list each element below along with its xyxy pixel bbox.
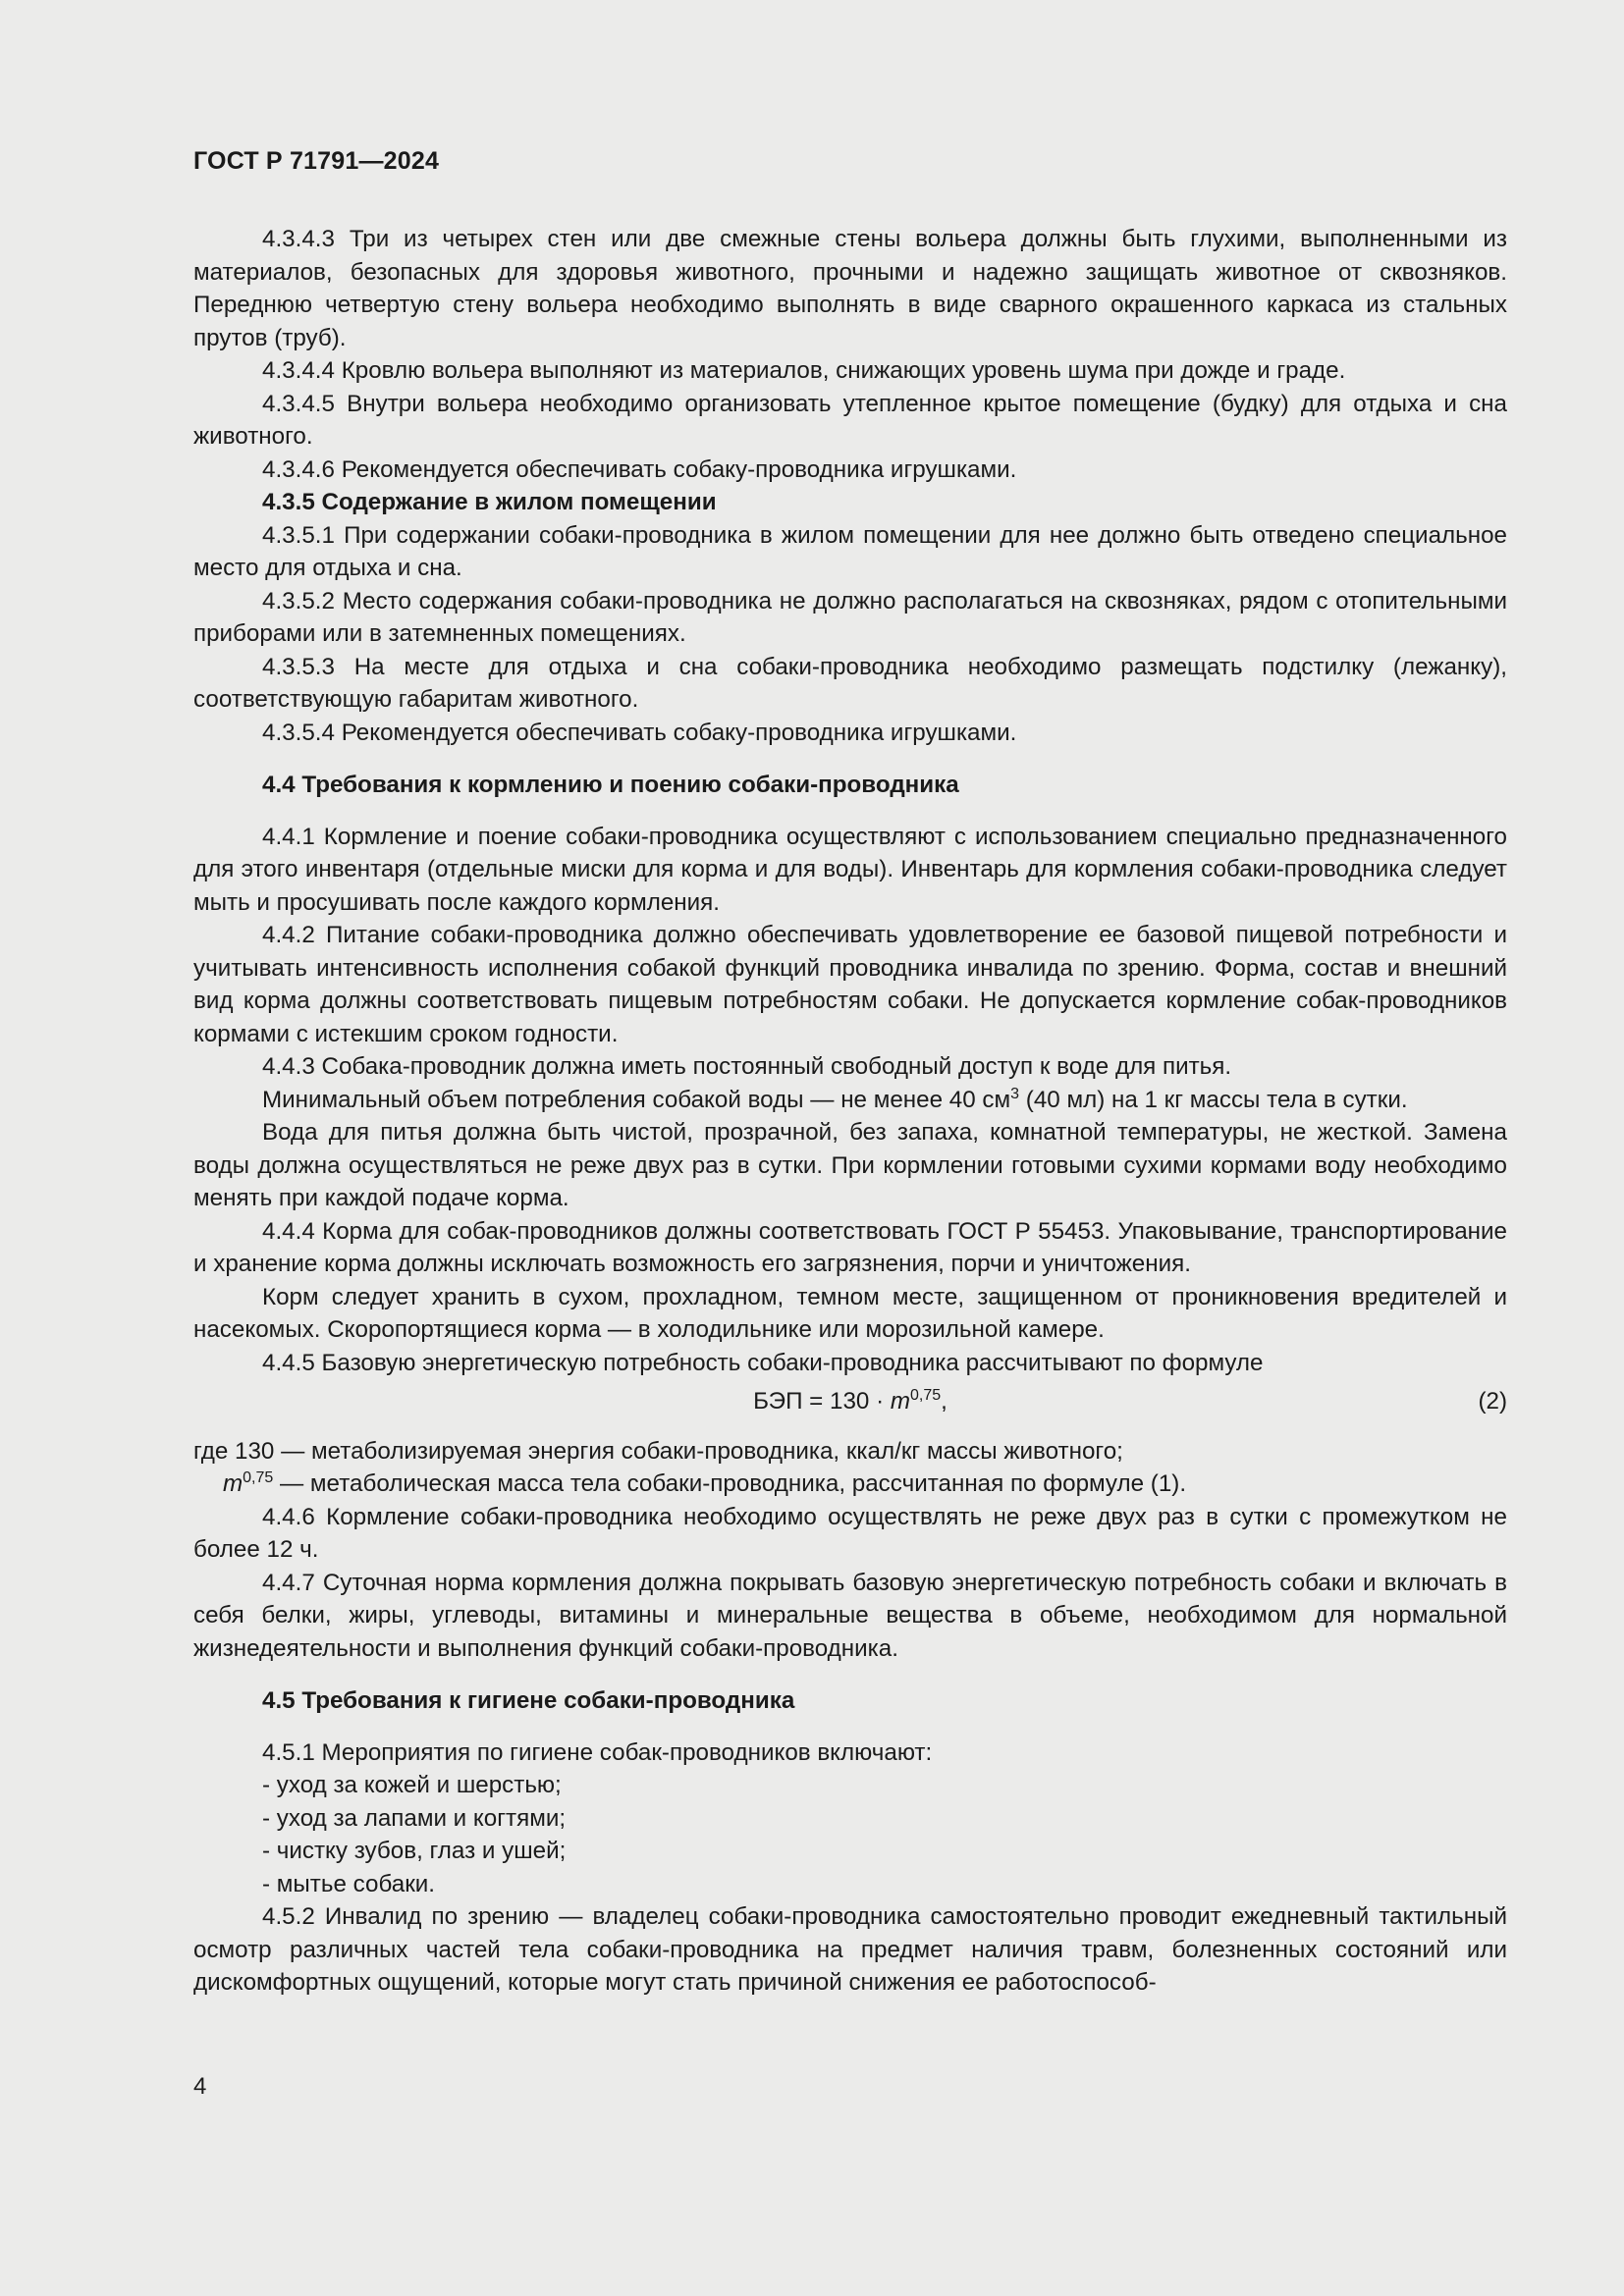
subheading-4-3-5: 4.3.5 Содержание в жилом помещении <box>262 489 717 515</box>
paragraph-4-3-4-6: 4.3.4.6 Рекомендуется обеспечивать собаку-проводника игрушками. <box>262 455 1017 483</box>
formula-expression <box>753 1388 947 1415</box>
formula-where-1: где 130 — метаболизируемая энергия собаки-проводника, ккал/кг массы животного; <box>193 1437 1123 1465</box>
paragraph-4-4-7: 4.4.7 Суточная норма кормления должна покрывать базовую энергетическую потребность собаки и включать в себя белки, жиры, углеводы, витамины и минеральные вещества в объеме, необходимом для нормальной жизнедеятельности и выполнения функций собаки-проводника. <box>193 1569 1507 1662</box>
water-volume-text: Минимальный объем потребления собакой воды — не менее 40 см <box>262 1086 1011 1113</box>
page-number: 4 <box>193 2073 207 2100</box>
paragraph-4-4-4-storage: Корм следует хранить в сухом, прохладном, темном месте, защищенном от проникновения вредителей и насекомых. Скоропортящиеся корма — в холодильнике или морозильной камере. <box>193 1283 1507 1343</box>
formula-number: (2) <box>1478 1388 1507 1415</box>
paragraph-4-4-2: 4.4.2 Питание собаки-проводника должно обеспечивать удовлетворение ее базовой пищевой потребности и учитывать интенсивность исполнения собакой функций проводника инвалида по зрению. Форма, состав и внешний вид корма должны соответствовать пищевым потребностям собаки. Не допускается кормление собак-проводников кормами с истекшим сроком годности. <box>193 922 1507 1047</box>
water-volume-text-end: (40 мл) на 1 кг массы тела в сутки. <box>1019 1086 1408 1113</box>
formula-2 <box>193 1385 1507 1418</box>
paragraph-4-4-3: 4.4.3 Собака-проводник должна иметь постоянный свободный доступ к воде для питья. <box>262 1053 1232 1080</box>
paragraph-4-4-3-water-volume <box>193 1084 1507 1117</box>
paragraph-4-4-6: 4.4.6 Кормление собаки-проводника необходимо осуществлять не реже двух раз в сутки с промежутком не более 12 ч. <box>193 1503 1507 1563</box>
formula-comma: , <box>941 1388 947 1415</box>
paragraph-4-3-4-3: 4.3.4.3 Три из четырех стен или две смежные стены вольера должны быть глухими, выполненными из материалов, безопасных для здоровья животного, прочными и надежно защищать животное от сквозняков. Переднюю четвертую стену вольера необходимо выполнять в виде сварного окрашенного каркаса из стальных прутов (труб). <box>193 226 1507 351</box>
list-item: - уход за лапами и когтями; <box>262 1804 567 1832</box>
formula-left: БЭП = 130 · <box>753 1388 891 1415</box>
formula-variable-m: m <box>890 1388 911 1415</box>
where-2-text: — метаболическая масса тела собаки-проводника, рассчитанная по формуле (1). <box>273 1470 1187 1497</box>
list-item: - уход за кожей и шерстью; <box>262 1772 562 1798</box>
paragraph-4-4-3-water-quality: Вода для питья должна быть чистой, прозрачной, без запаха, комнатной температуры, не жесткой. Замена воды должна осуществляться не реже двух раз в сутки. При кормлении готовыми сухими кормами воду необходимо менять при каждой подаче корма. <box>193 1119 1507 1211</box>
paragraph-4-3-5-3: 4.3.5.3 На месте для отдыха и сна собаки-проводника необходимо размещать подстилку (лежанку), соответствующую габаритам животного. <box>193 653 1507 713</box>
paragraph-4-3-5-2: 4.3.5.2 Место содержания собаки-проводника не должно располагаться на сквозняках, рядом с отопительными приборами или в затемненных помещениях. <box>193 587 1507 647</box>
section-heading-4-4: 4.4 Требования к кормлению и поению собаки-проводника <box>262 772 959 798</box>
where-exponent: 0,75 <box>243 1469 274 1486</box>
document-body <box>193 223 1507 2000</box>
superscript-cubic: 3 <box>1010 1085 1020 1102</box>
paragraph-4-5-1: 4.5.1 Мероприятия по гигиене собак-проводников включают: <box>262 1738 933 1766</box>
section-heading-4-5: 4.5 Требования к гигиене собаки-проводника <box>262 1687 795 1714</box>
paragraph-4-4-5: 4.4.5 Базовую энергетическую потребность собаки-проводника рассчитывают по формуле <box>262 1349 1264 1376</box>
paragraph-4-3-5-4: 4.3.5.4 Рекомендуется обеспечивать собаку-проводника игрушками. <box>262 719 1017 746</box>
paragraph-4-4-4: 4.4.4 Корма для собак-проводников должны соответствовать ГОСТ Р 55453. Упаковывание, транспортирование и хранение корма должны исключать возможность его загрязнения, порчи и уничтожения. <box>193 1217 1507 1277</box>
formula-where-2 <box>193 1468 1507 1501</box>
paragraph-4-3-4-5: 4.3.4.5 Внутри вольера необходимо организовать утепленное крытое помещение (будку) для отдыха и сна животного. <box>193 390 1507 450</box>
paragraph-4-4-1: 4.4.1 Кормление и поение собаки-проводника осуществляют с использованием специально предназначенного для этого инвентаря (отдельные миски для корма и для воды). Инвентарь для кормления собаки-проводника следует мыть и просушивать после каждого кормления. <box>193 823 1507 916</box>
list-item: - мытье собаки. <box>262 1870 436 1897</box>
list-item: - чистку зубов, глаз и ушей; <box>262 1838 567 1864</box>
document-header: ГОСТ Р 71791—2024 <box>193 147 440 175</box>
formula-exponent: 0,75 <box>910 1387 942 1404</box>
where-variable-m: m <box>223 1470 244 1497</box>
paragraph-4-3-4-4: 4.3.4.4 Кровлю вольера выполняют из материалов, снижающих уровень шума при дожде и граде. <box>262 357 1346 384</box>
paragraph-4-5-2: 4.5.2 Инвалид по зрению — владелец собаки-проводника самостоятельно проводит ежедневный тактильный осмотр различных частей тела собаки-проводника на предмет наличия травм, болезненных состояний или дискомфортных ощущений, которые могут стать причиной снижения ее работоспособ- <box>193 1903 1507 1996</box>
paragraph-4-3-5-1: 4.3.5.1 При содержании собаки-проводника в жилом помещении для нее должно быть отведено специальное место для отдыха и сна. <box>193 521 1507 581</box>
